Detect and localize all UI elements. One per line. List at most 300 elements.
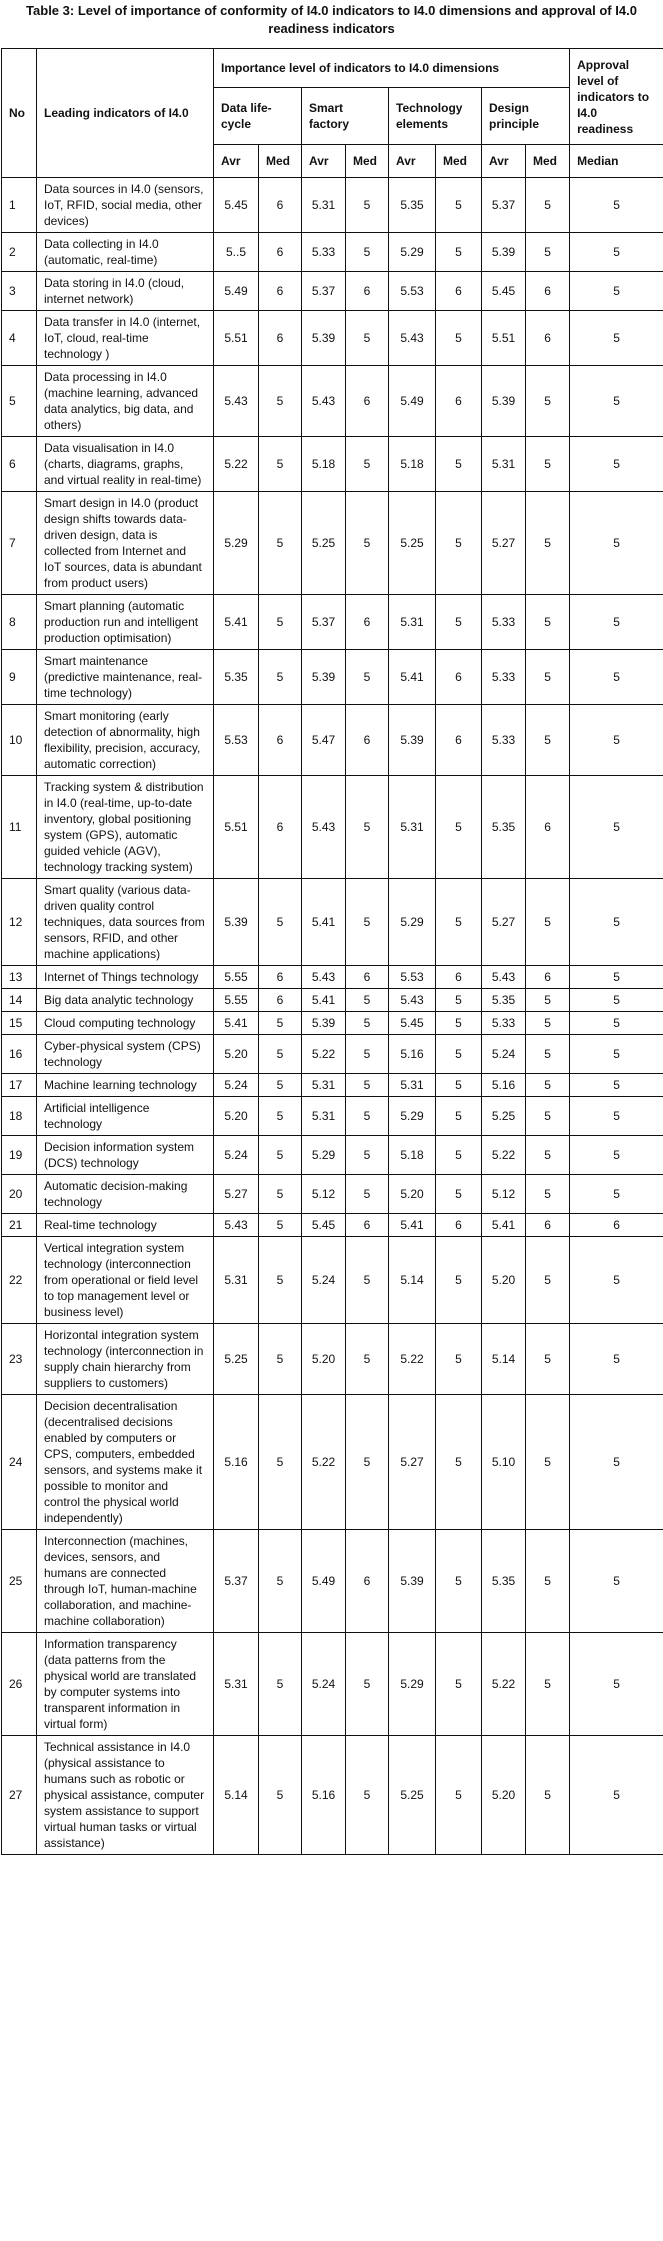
table-row xyxy=(2,595,663,650)
data-life-cycle-med: 6 xyxy=(259,776,302,879)
approval-median: 5 xyxy=(570,776,663,879)
smart-factory-med: 5 xyxy=(346,1175,389,1214)
technology-elements-med: 6 xyxy=(436,272,482,311)
row-number: 2 xyxy=(2,233,37,272)
table-row xyxy=(2,1012,663,1035)
approval-median: 6 xyxy=(570,1214,663,1237)
approval-median: 5 xyxy=(570,1237,663,1324)
design-principle-avr: 5.14 xyxy=(482,1324,526,1395)
design-principle-med: 6 xyxy=(526,776,570,879)
smart-factory-avr: 5.18 xyxy=(302,437,346,492)
technology-elements-med: 6 xyxy=(436,705,482,776)
row-number: 9 xyxy=(2,650,37,705)
data-life-cycle-avr: 5.43 xyxy=(214,1214,259,1237)
smart-factory-med: 5 xyxy=(346,650,389,705)
table-row xyxy=(2,437,663,492)
smart-factory-avr: 5.33 xyxy=(302,233,346,272)
design-principle-avr: 5.20 xyxy=(482,1736,526,1855)
technology-elements-avr: 5.53 xyxy=(389,272,436,311)
indicators-table xyxy=(1,48,663,1855)
technology-elements-med: 5 xyxy=(436,492,482,595)
data-life-cycle-med: 5 xyxy=(259,1237,302,1324)
approval-median: 5 xyxy=(570,650,663,705)
design-principle-med: 5 xyxy=(526,1324,570,1395)
table-row xyxy=(2,705,663,776)
design-principle-avr: 5.10 xyxy=(482,1395,526,1530)
smart-factory-med: 6 xyxy=(346,1530,389,1633)
design-principle-med: 5 xyxy=(526,879,570,966)
data-life-cycle-avr: 5.41 xyxy=(214,595,259,650)
technology-elements-avr: 5.45 xyxy=(389,1012,436,1035)
design-principle-avr: 5.27 xyxy=(482,879,526,966)
approval-median: 5 xyxy=(570,1395,663,1530)
data-life-cycle-avr: 5.25 xyxy=(214,1324,259,1395)
smart-factory-med: 5 xyxy=(346,989,389,1012)
table-row xyxy=(2,1324,663,1395)
smart-factory-med: 6 xyxy=(346,366,389,437)
design-principle-avr: 5.16 xyxy=(482,1074,526,1097)
design-principle-med: 5 xyxy=(526,437,570,492)
technology-elements-med: 5 xyxy=(436,1324,482,1395)
design-principle-avr: 5.12 xyxy=(482,1175,526,1214)
smart-factory-avr: 5.37 xyxy=(302,272,346,311)
indicator-name: Interconnection (machines, devices, sensors, and humans are connected through IoT, human-machine collaboration, and machine-machine collaboration) xyxy=(37,1530,214,1633)
indicator-name: Data collecting in I4.0 (automatic, real-time) xyxy=(37,233,214,272)
approval-median: 5 xyxy=(570,1035,663,1074)
design-principle-med: 6 xyxy=(526,272,570,311)
smart-factory-avr: 5.45 xyxy=(302,1214,346,1237)
row-number: 15 xyxy=(2,1012,37,1035)
data-life-cycle-med: 5 xyxy=(259,1324,302,1395)
table-row xyxy=(2,1175,663,1214)
technology-elements-med: 6 xyxy=(436,1214,482,1237)
indicator-name: Cyber-physical system (CPS) technology xyxy=(37,1035,214,1074)
design-principle-avr: 5.22 xyxy=(482,1136,526,1175)
table-row xyxy=(2,1214,663,1237)
approval-median: 5 xyxy=(570,366,663,437)
design-principle-avr: 5.33 xyxy=(482,705,526,776)
data-life-cycle-med: 6 xyxy=(259,705,302,776)
table-body xyxy=(2,178,663,1855)
design-principle-avr: 5.33 xyxy=(482,650,526,705)
header-med: Med xyxy=(259,145,302,178)
technology-elements-med: 5 xyxy=(436,178,482,233)
smart-factory-avr: 5.43 xyxy=(302,366,346,437)
technology-elements-avr: 5.29 xyxy=(389,1097,436,1136)
table-row xyxy=(2,989,663,1012)
technology-elements-avr: 5.41 xyxy=(389,650,436,705)
data-life-cycle-avr: 5.31 xyxy=(214,1237,259,1324)
technology-elements-med: 6 xyxy=(436,650,482,705)
data-life-cycle-med: 5 xyxy=(259,1214,302,1237)
indicator-name: Smart planning (automatic production run and intelligent production optimisation) xyxy=(37,595,214,650)
design-principle-avr: 5.37 xyxy=(482,178,526,233)
row-number: 25 xyxy=(2,1530,37,1633)
data-life-cycle-med: 5 xyxy=(259,1097,302,1136)
header-no: No xyxy=(2,49,37,178)
data-life-cycle-med: 6 xyxy=(259,233,302,272)
technology-elements-avr: 5.43 xyxy=(389,311,436,366)
approval-median: 5 xyxy=(570,879,663,966)
header-importance: Importance level of indicators to I4.0 dimensions xyxy=(214,49,570,88)
header-approval: Approval level of indicators to I4.0 readiness xyxy=(570,49,663,145)
technology-elements-med: 5 xyxy=(436,1035,482,1074)
approval-median: 5 xyxy=(570,1097,663,1136)
smart-factory-med: 5 xyxy=(346,1395,389,1530)
approval-median: 5 xyxy=(570,1736,663,1855)
indicator-name: Artificial intelligence technology xyxy=(37,1097,214,1136)
smart-factory-avr: 5.12 xyxy=(302,1175,346,1214)
row-number: 8 xyxy=(2,595,37,650)
row-number: 14 xyxy=(2,989,37,1012)
data-life-cycle-avr: 5.24 xyxy=(214,1074,259,1097)
indicator-name: Data transfer in I4.0 (internet, IoT, cloud, real-time technology ) xyxy=(37,311,214,366)
data-life-cycle-med: 5 xyxy=(259,1035,302,1074)
data-life-cycle-avr: 5.51 xyxy=(214,311,259,366)
table-row xyxy=(2,1736,663,1855)
technology-elements-avr: 5.49 xyxy=(389,366,436,437)
table-row xyxy=(2,492,663,595)
design-principle-med: 5 xyxy=(526,595,570,650)
design-principle-avr: 5.33 xyxy=(482,595,526,650)
table-row xyxy=(2,366,663,437)
row-number: 22 xyxy=(2,1237,37,1324)
design-principle-med: 6 xyxy=(526,311,570,366)
table-header xyxy=(2,49,663,178)
technology-elements-avr: 5.27 xyxy=(389,1395,436,1530)
design-principle-med: 6 xyxy=(526,966,570,989)
smart-factory-med: 5 xyxy=(346,1237,389,1324)
header-med: Med xyxy=(436,145,482,178)
design-principle-med: 5 xyxy=(526,1074,570,1097)
data-life-cycle-med: 6 xyxy=(259,178,302,233)
data-life-cycle-med: 5 xyxy=(259,1136,302,1175)
row-number: 1 xyxy=(2,178,37,233)
technology-elements-avr: 5.29 xyxy=(389,879,436,966)
row-number: 16 xyxy=(2,1035,37,1074)
technology-elements-med: 5 xyxy=(436,1395,482,1530)
design-principle-avr: 5.51 xyxy=(482,311,526,366)
design-principle-med: 5 xyxy=(526,1736,570,1855)
smart-factory-med: 5 xyxy=(346,1736,389,1855)
smart-factory-avr: 5.29 xyxy=(302,1136,346,1175)
technology-elements-med: 5 xyxy=(436,1530,482,1633)
technology-elements-med: 5 xyxy=(436,1136,482,1175)
indicator-name: Horizontal integration system technology (interconnection in supply chain hierarchy from suppliers to customers) xyxy=(37,1324,214,1395)
smart-factory-med: 5 xyxy=(346,492,389,595)
design-principle-avr: 5.31 xyxy=(482,437,526,492)
design-principle-avr: 5.43 xyxy=(482,966,526,989)
data-life-cycle-avr: 5.31 xyxy=(214,1633,259,1736)
data-life-cycle-avr: 5.45 xyxy=(214,178,259,233)
data-life-cycle-med: 5 xyxy=(259,437,302,492)
smart-factory-avr: 5.43 xyxy=(302,966,346,989)
row-number: 19 xyxy=(2,1136,37,1175)
header-avr: Avr xyxy=(389,145,436,178)
technology-elements-avr: 5.16 xyxy=(389,1035,436,1074)
row-number: 20 xyxy=(2,1175,37,1214)
row-number: 23 xyxy=(2,1324,37,1395)
smart-factory-med: 5 xyxy=(346,1035,389,1074)
smart-factory-avr: 5.39 xyxy=(302,1012,346,1035)
data-life-cycle-avr: 5.35 xyxy=(214,650,259,705)
smart-factory-med: 5 xyxy=(346,178,389,233)
table-row xyxy=(2,1530,663,1633)
data-life-cycle-avr: 5.14 xyxy=(214,1736,259,1855)
table-caption: Table 3: Level of importance of conformity of I4.0 indicators to I4.0 dimensions and approval of I4.0 readiness indicators xyxy=(26,3,637,36)
smart-factory-avr: 5.22 xyxy=(302,1035,346,1074)
smart-factory-avr: 5.49 xyxy=(302,1530,346,1633)
design-principle-med: 5 xyxy=(526,1237,570,1324)
design-principle-med: 5 xyxy=(526,1395,570,1530)
smart-factory-avr: 5.47 xyxy=(302,705,346,776)
smart-factory-med: 5 xyxy=(346,1074,389,1097)
technology-elements-avr: 5.41 xyxy=(389,1214,436,1237)
smart-factory-avr: 5.24 xyxy=(302,1633,346,1736)
table-row xyxy=(2,966,663,989)
technology-elements-med: 5 xyxy=(436,1237,482,1324)
data-life-cycle-avr: 5.53 xyxy=(214,705,259,776)
design-principle-avr: 5.25 xyxy=(482,1097,526,1136)
smart-factory-avr: 5.39 xyxy=(302,650,346,705)
table-row xyxy=(2,1237,663,1324)
smart-factory-avr: 5.24 xyxy=(302,1237,346,1324)
table-row xyxy=(2,178,663,233)
indicator-name: Internet of Things technology xyxy=(37,966,214,989)
technology-elements-avr: 5.31 xyxy=(389,1074,436,1097)
design-principle-med: 5 xyxy=(526,1530,570,1633)
technology-elements-avr: 5.29 xyxy=(389,233,436,272)
smart-factory-med: 5 xyxy=(346,1097,389,1136)
design-principle-med: 5 xyxy=(526,233,570,272)
technology-elements-med: 5 xyxy=(436,595,482,650)
data-life-cycle-avr: 5.43 xyxy=(214,366,259,437)
table-row xyxy=(2,311,663,366)
header-avr: Avr xyxy=(302,145,346,178)
data-life-cycle-avr: 5..5 xyxy=(214,233,259,272)
smart-factory-avr: 5.20 xyxy=(302,1324,346,1395)
header-dimension-smart-factory: Smart factory xyxy=(302,88,389,145)
data-life-cycle-med: 5 xyxy=(259,1074,302,1097)
technology-elements-med: 5 xyxy=(436,776,482,879)
indicator-name: Information transparency (data patterns from the physical world are translated by computer systems into transparent information in virtual form) xyxy=(37,1633,214,1736)
table-row xyxy=(2,776,663,879)
design-principle-avr: 5.39 xyxy=(482,366,526,437)
technology-elements-avr: 5.14 xyxy=(389,1237,436,1324)
design-principle-med: 5 xyxy=(526,1136,570,1175)
design-principle-avr: 5.35 xyxy=(482,776,526,879)
indicator-name: Cloud computing technology xyxy=(37,1012,214,1035)
data-life-cycle-med: 5 xyxy=(259,1175,302,1214)
header-indicator: Leading indicators of I4.0 xyxy=(37,49,214,178)
indicator-name: Data sources in I4.0 (sensors, IoT, RFID, social media, other devices) xyxy=(37,178,214,233)
row-number: 11 xyxy=(2,776,37,879)
data-life-cycle-avr: 5.22 xyxy=(214,437,259,492)
indicator-name: Big data analytic technology xyxy=(37,989,214,1012)
smart-factory-avr: 5.16 xyxy=(302,1736,346,1855)
data-life-cycle-avr: 5.49 xyxy=(214,272,259,311)
smart-factory-med: 5 xyxy=(346,437,389,492)
row-number: 6 xyxy=(2,437,37,492)
smart-factory-med: 6 xyxy=(346,272,389,311)
design-principle-avr: 5.27 xyxy=(482,492,526,595)
indicator-name: Vertical integration system technology (interconnection from operational or field level to top management level or business level) xyxy=(37,1237,214,1324)
data-life-cycle-avr: 5.51 xyxy=(214,776,259,879)
smart-factory-avr: 5.39 xyxy=(302,311,346,366)
header-avr: Avr xyxy=(482,145,526,178)
design-principle-med: 5 xyxy=(526,989,570,1012)
indicator-name: Data visualisation in I4.0 (charts, diagrams, graphs, and virtual reality in real-time) xyxy=(37,437,214,492)
technology-elements-avr: 5.25 xyxy=(389,1736,436,1855)
design-principle-med: 5 xyxy=(526,1012,570,1035)
design-principle-med: 5 xyxy=(526,650,570,705)
indicator-name: Smart monitoring (early detection of abnormality, high flexibility, precision, accuracy, automatic correction) xyxy=(37,705,214,776)
smart-factory-avr: 5.43 xyxy=(302,776,346,879)
indicator-name: Real-time technology xyxy=(37,1214,214,1237)
technology-elements-avr: 5.22 xyxy=(389,1324,436,1395)
smart-factory-med: 5 xyxy=(346,1136,389,1175)
design-principle-med: 5 xyxy=(526,1097,570,1136)
row-number: 27 xyxy=(2,1736,37,1855)
technology-elements-med: 5 xyxy=(436,989,482,1012)
row-number: 10 xyxy=(2,705,37,776)
design-principle-med: 5 xyxy=(526,1175,570,1214)
approval-median: 5 xyxy=(570,311,663,366)
data-life-cycle-med: 6 xyxy=(259,311,302,366)
technology-elements-avr: 5.20 xyxy=(389,1175,436,1214)
approval-median: 5 xyxy=(570,233,663,272)
indicator-name: Data processing in I4.0 (machine learning, advanced data analytics, big data, and others) xyxy=(37,366,214,437)
approval-median: 5 xyxy=(570,705,663,776)
approval-median: 5 xyxy=(570,1175,663,1214)
smart-factory-avr: 5.31 xyxy=(302,1097,346,1136)
technology-elements-med: 5 xyxy=(436,1175,482,1214)
header-dimension-data-life-cycle: Data life-cycle xyxy=(214,88,302,145)
data-life-cycle-med: 5 xyxy=(259,1012,302,1035)
design-principle-avr: 5.35 xyxy=(482,1530,526,1633)
header-med: Med xyxy=(346,145,389,178)
table-row xyxy=(2,272,663,311)
data-life-cycle-med: 6 xyxy=(259,966,302,989)
indicator-name: Smart design in I4.0 (product design shifts towards data-driven design, data is collected from Internet and IoT sources, data is abundant from product users) xyxy=(37,492,214,595)
header-median: Median xyxy=(570,145,663,178)
data-life-cycle-med: 5 xyxy=(259,366,302,437)
indicator-name: Decision information system (DCS) technology xyxy=(37,1136,214,1175)
approval-median: 5 xyxy=(570,492,663,595)
technology-elements-med: 5 xyxy=(436,1012,482,1035)
design-principle-med: 5 xyxy=(526,1035,570,1074)
approval-median: 5 xyxy=(570,178,663,233)
data-life-cycle-avr: 5.37 xyxy=(214,1530,259,1633)
design-principle-med: 5 xyxy=(526,705,570,776)
data-life-cycle-avr: 5.27 xyxy=(214,1175,259,1214)
row-number: 26 xyxy=(2,1633,37,1736)
table-row xyxy=(2,1136,663,1175)
technology-elements-avr: 5.43 xyxy=(389,989,436,1012)
design-principle-med: 5 xyxy=(526,366,570,437)
smart-factory-med: 6 xyxy=(346,1214,389,1237)
technology-elements-avr: 5.39 xyxy=(389,1530,436,1633)
indicator-name: Technical assistance in I4.0 (physical assistance to humans such as robotic or physical assistance, computer system assistance to support virtual human tasks or virtual assistance) xyxy=(37,1736,214,1855)
approval-median: 5 xyxy=(570,1324,663,1395)
design-principle-avr: 5.39 xyxy=(482,233,526,272)
table-row xyxy=(2,650,663,705)
table-row xyxy=(2,879,663,966)
design-principle-avr: 5.41 xyxy=(482,1214,526,1237)
indicator-name: Decision decentralisation (decentralised decisions enabled by computers or CPS, computers, embedded sensors, and systems make it possible to monitor and control the physical world independently) xyxy=(37,1395,214,1530)
smart-factory-avr: 5.31 xyxy=(302,1074,346,1097)
smart-factory-avr: 5.22 xyxy=(302,1395,346,1530)
table-row xyxy=(2,1633,663,1736)
technology-elements-avr: 5.29 xyxy=(389,1633,436,1736)
header-med: Med xyxy=(526,145,570,178)
design-principle-avr: 5.45 xyxy=(482,272,526,311)
technology-elements-avr: 5.31 xyxy=(389,595,436,650)
approval-median: 5 xyxy=(570,1633,663,1736)
row-number: 4 xyxy=(2,311,37,366)
smart-factory-avr: 5.41 xyxy=(302,879,346,966)
row-number: 17 xyxy=(2,1074,37,1097)
approval-median: 5 xyxy=(570,595,663,650)
design-principle-avr: 5.35 xyxy=(482,989,526,1012)
smart-factory-avr: 5.31 xyxy=(302,178,346,233)
data-life-cycle-avr: 5.29 xyxy=(214,492,259,595)
indicator-name: Tracking system & distribution in I4.0 (real-time, up-to-date inventory, global positioning system (GPS), automatic guided vehicle (AGV), technology tracking system) xyxy=(37,776,214,879)
technology-elements-med: 5 xyxy=(436,233,482,272)
smart-factory-med: 6 xyxy=(346,595,389,650)
technology-elements-med: 6 xyxy=(436,966,482,989)
approval-median: 5 xyxy=(570,966,663,989)
technology-elements-avr: 5.53 xyxy=(389,966,436,989)
approval-median: 5 xyxy=(570,989,663,1012)
data-life-cycle-avr: 5.24 xyxy=(214,1136,259,1175)
smart-factory-med: 5 xyxy=(346,776,389,879)
technology-elements-avr: 5.39 xyxy=(389,705,436,776)
smart-factory-med: 5 xyxy=(346,1633,389,1736)
smart-factory-avr: 5.25 xyxy=(302,492,346,595)
smart-factory-med: 5 xyxy=(346,311,389,366)
approval-median: 5 xyxy=(570,272,663,311)
data-life-cycle-avr: 5.55 xyxy=(214,966,259,989)
data-life-cycle-avr: 5.20 xyxy=(214,1035,259,1074)
technology-elements-med: 5 xyxy=(436,879,482,966)
row-number: 12 xyxy=(2,879,37,966)
smart-factory-med: 5 xyxy=(346,1012,389,1035)
row-number: 7 xyxy=(2,492,37,595)
smart-factory-med: 6 xyxy=(346,705,389,776)
design-principle-avr: 5.33 xyxy=(482,1012,526,1035)
smart-factory-med: 6 xyxy=(346,966,389,989)
technology-elements-med: 5 xyxy=(436,437,482,492)
row-number: 18 xyxy=(2,1097,37,1136)
design-principle-med: 5 xyxy=(526,492,570,595)
data-life-cycle-med: 5 xyxy=(259,492,302,595)
data-life-cycle-avr: 5.41 xyxy=(214,1012,259,1035)
smart-factory-med: 5 xyxy=(346,1324,389,1395)
header-avr: Avr xyxy=(214,145,259,178)
approval-median: 5 xyxy=(570,437,663,492)
data-life-cycle-med: 5 xyxy=(259,1736,302,1855)
design-principle-med: 6 xyxy=(526,1214,570,1237)
technology-elements-avr: 5.18 xyxy=(389,437,436,492)
table-row xyxy=(2,1074,663,1097)
header-dimension-design-principle: Design principle xyxy=(482,88,570,145)
data-life-cycle-med: 6 xyxy=(259,989,302,1012)
data-life-cycle-avr: 5.16 xyxy=(214,1395,259,1530)
table-row xyxy=(2,233,663,272)
approval-median: 5 xyxy=(570,1012,663,1035)
technology-elements-avr: 5.18 xyxy=(389,1136,436,1175)
